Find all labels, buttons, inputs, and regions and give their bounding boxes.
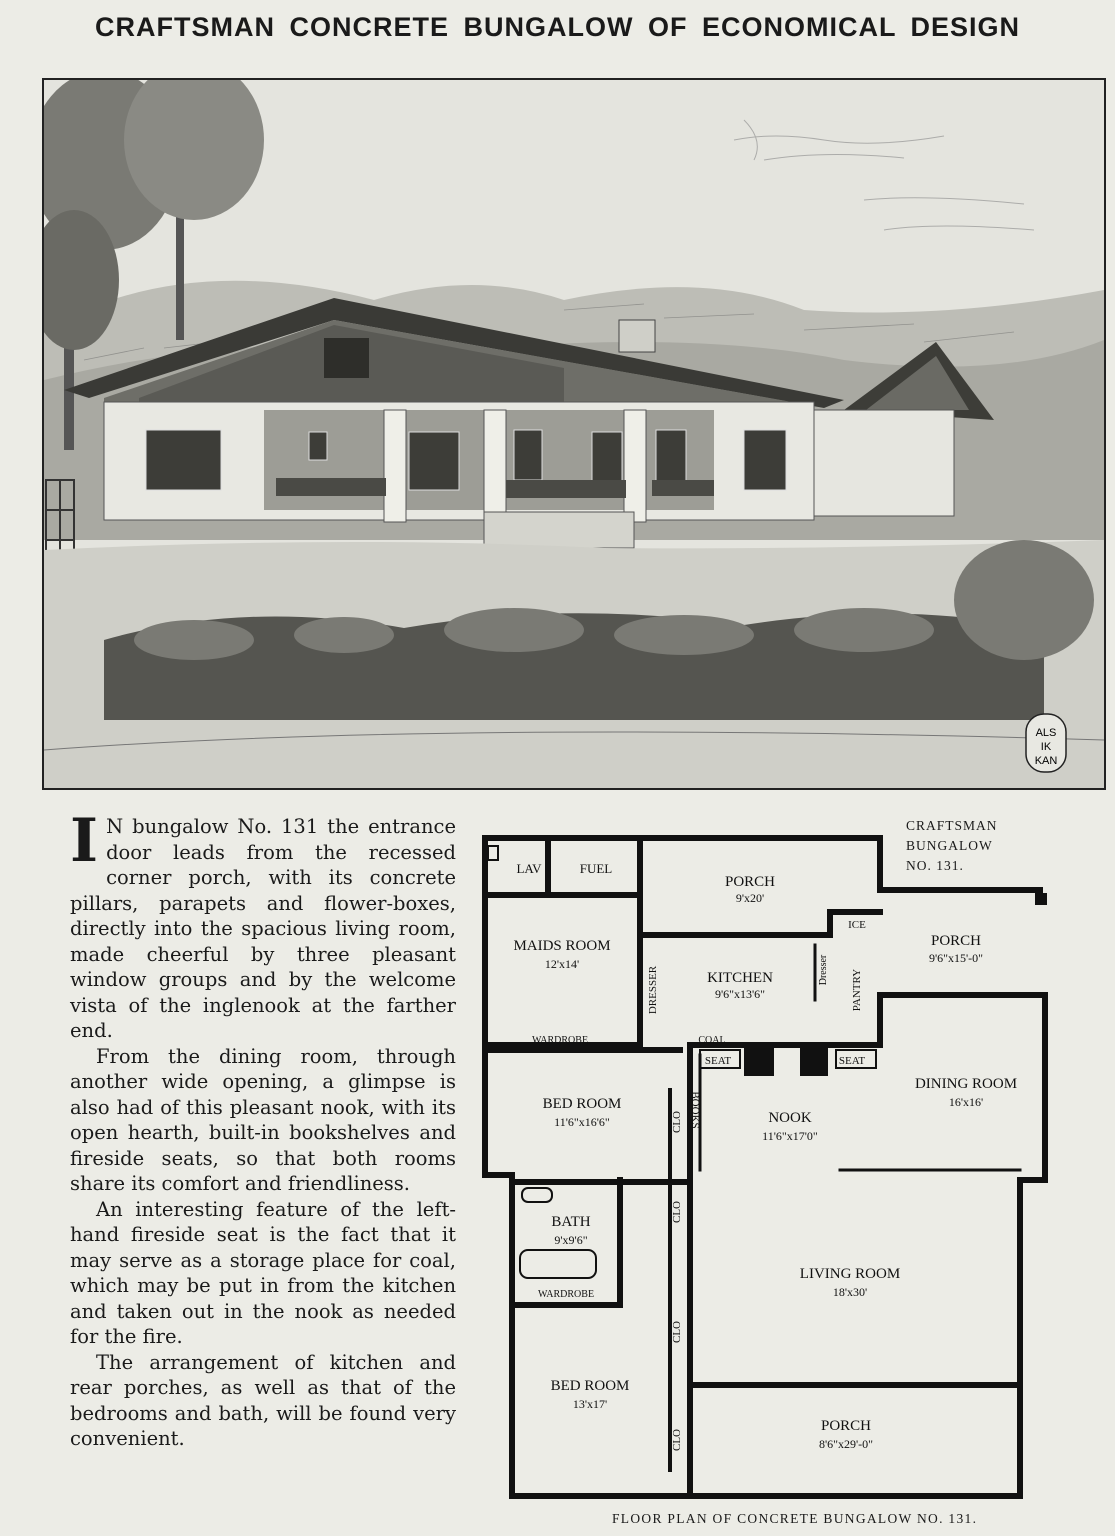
size-dining-room: 16'x16' bbox=[948, 1095, 984, 1109]
label-bath: BATH bbox=[551, 1214, 591, 1230]
label-dresser-small: Dresser bbox=[818, 954, 829, 986]
size-bed-room-1: 11'6"x16'6" bbox=[554, 1115, 610, 1129]
bungalow-illustration bbox=[42, 78, 1106, 790]
size-bed-room-2: 13'x17' bbox=[572, 1397, 608, 1411]
label-wardrobe-top: WARDROBE bbox=[531, 1035, 589, 1046]
size-kitchen: 9'6"x13'6" bbox=[714, 987, 766, 1001]
label-porch-rear: PORCH bbox=[724, 874, 776, 890]
size-porch-rear: 9'x20' bbox=[735, 891, 765, 905]
label-bed-room-2: BED ROOM bbox=[550, 1378, 630, 1394]
svg-text:ALS: ALS bbox=[1035, 727, 1057, 739]
label-seat-right: SEAT bbox=[838, 1055, 866, 1067]
article-paragraph: I N bungalow No. 131 the entrance door leads from the recessed corner porch, with its concrete pillars, parapets and flower-boxes, directly into the spacious living room, made cheerful by three pleasant window groups and by the welcome vista of the inglenook at the farther end. bbox=[70, 806, 456, 1042]
label-living-room: LIVING ROOM bbox=[799, 1266, 901, 1282]
label-nook: NOOK bbox=[768, 1110, 812, 1126]
label-seat-left: SEAT bbox=[704, 1055, 732, 1067]
label-pantry: PANTRY bbox=[851, 968, 863, 1012]
article-paragraph: An interesting feature of the left-hand fireside seat is the fact that it may serve as a storage place for coal, which may be put in from the kitchen and taken out in the nook as needed for the fire. bbox=[70, 1197, 456, 1348]
label-clo-2: CLO bbox=[671, 1201, 683, 1223]
article-paragraph: From the dining room, through another wide opening, a glimpse is also had of this pleasant nook, with its open hearth, built-in bookshelves and fireside seats, so that both rooms share its comfort and friendliness. bbox=[70, 1044, 456, 1195]
article-body bbox=[70, 806, 456, 1452]
label-fuel: FUEL bbox=[579, 861, 613, 876]
label-dining-room: DINING ROOM bbox=[914, 1076, 1018, 1092]
label-bed-room-1: BED ROOM bbox=[542, 1096, 622, 1112]
size-living-room: 18'x30' bbox=[832, 1285, 868, 1299]
label-coal: COAL bbox=[698, 1035, 726, 1046]
size-porch-side: 9'6"x15'-0" bbox=[928, 951, 984, 965]
label-ice: ICE bbox=[848, 919, 866, 931]
label-clo-1: CLO bbox=[671, 1111, 683, 1133]
size-bath: 9'x9'6" bbox=[554, 1233, 588, 1247]
floor-plan-caption: FLOOR PLAN OF CONCRETE BUNGALOW NO. 131. bbox=[612, 1511, 978, 1526]
floor-plan-drawing bbox=[478, 828, 1068, 1506]
drop-cap: I bbox=[70, 806, 99, 876]
floor-plan bbox=[478, 828, 1068, 1506]
size-porch-front: 8'6"x29'-0" bbox=[818, 1437, 874, 1451]
article-paragraph: The arrangement of kitchen and rear porches, as well as that of the bedrooms and bath, will be found very convenient. bbox=[70, 1350, 456, 1450]
plan-label: CRAFTSMAN BUNGALOW NO. 131. bbox=[906, 818, 998, 873]
bungalow-drawing bbox=[44, 80, 1104, 788]
artist-monogram bbox=[1026, 714, 1066, 772]
page-title: CRAFTSMAN CONCRETE BUNGALOW OF ECONOMICAL DESIGN bbox=[95, 12, 1020, 42]
label-porch-side: PORCH bbox=[930, 933, 982, 949]
label-clo-4: CLO bbox=[671, 1429, 683, 1451]
label-maids-room: MAIDS ROOM bbox=[513, 938, 611, 954]
label-kitchen: KITCHEN bbox=[707, 970, 773, 986]
label-lav: LAV bbox=[516, 861, 542, 876]
size-maids-room: 12'x14' bbox=[544, 957, 580, 971]
size-nook: 11'6"x17'0" bbox=[762, 1129, 818, 1143]
svg-text:IK: IK bbox=[1040, 741, 1052, 753]
label-clo-3: CLO bbox=[671, 1321, 683, 1343]
label-books: BOOKS bbox=[689, 1091, 701, 1129]
label-dresser: DRESSER bbox=[647, 965, 659, 1015]
label-wardrobe-bottom: WARDROBE bbox=[537, 1289, 595, 1300]
label-porch-front: PORCH bbox=[820, 1418, 872, 1434]
svg-text:KAN: KAN bbox=[1034, 755, 1058, 767]
